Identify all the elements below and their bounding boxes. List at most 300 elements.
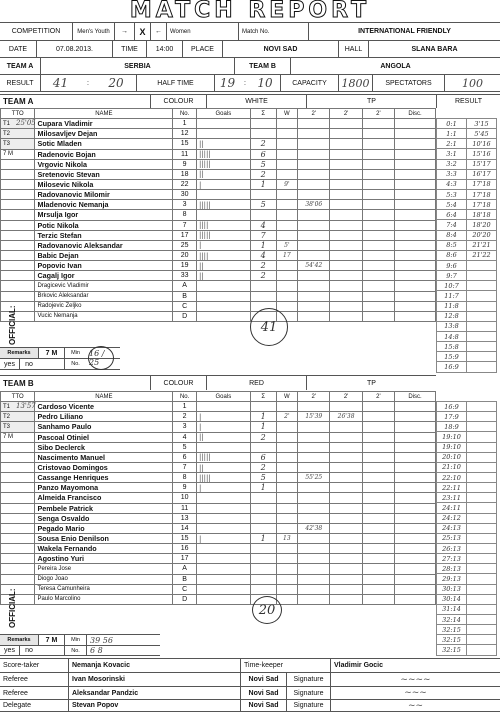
player-suspension-2 [330,179,362,189]
player-name: Milosavljev Dejan [35,129,173,139]
referee2-signature: ~~~ [330,687,500,699]
tto-cell: 7 M [1,432,35,442]
player-number: 13 [173,513,197,523]
running-score: 13:8 [437,321,467,331]
player-disqualification [395,422,436,432]
tto-cell: 7 M [1,149,35,159]
running-score: 24:12 [437,513,467,523]
player-goals-total [250,523,276,533]
tto-cell [1,503,35,513]
result-row [437,220,497,230]
official-warning [276,281,298,291]
player-goals-tally: |||| [196,220,250,230]
player-suspension-3 [362,261,394,271]
player-name: Radovanovic Milomir [35,190,173,200]
running-score: 0:1 [437,119,467,129]
column-header: Disc. [395,109,436,119]
running-score: 23:11 [437,493,467,503]
table-row [1,523,436,533]
player-suspension-1 [298,402,330,412]
running-score-time [467,574,497,584]
team-b-tp-label: TP [306,376,436,390]
player-suspension-1 [298,230,330,240]
running-score-time: 21'21 [467,240,497,250]
running-score: 9:7 [437,271,467,281]
running-score: 5:3 [437,189,467,199]
player-goals-tally [196,493,250,503]
player-warning [276,190,298,200]
running-score-time: 3'15 [467,119,497,129]
player-disqualification [395,533,436,543]
player-warning: 9' [276,179,298,189]
player-goals-total: 5 [250,159,276,169]
referee1-signature-label: Signature [286,673,330,686]
player-name: Pegado Mario [35,523,173,533]
player-warning [276,119,298,129]
running-score-time: 17'18 [467,189,497,199]
player-disqualification [395,442,436,452]
running-score: 11:7 [437,291,467,301]
player-suspension-3 [362,422,394,432]
referee1-row [0,672,500,686]
arrow-left-icon: ← [150,23,166,40]
column-header: NAME [35,109,173,119]
running-score: 8:5 [437,240,467,250]
player-goals-tally: | [196,412,250,422]
running-score-time: 20'20 [467,230,497,240]
result-row [437,635,497,645]
player-suspension-2 [330,149,362,159]
result-row [437,240,497,250]
player-disqualification [395,169,436,179]
result-row [437,271,497,281]
player-suspension-3 [362,503,394,513]
player-warning [276,129,298,139]
player-suspension-1 [298,442,330,452]
team-a-label: TEAM A [3,97,34,106]
running-score-time: 18'18 [467,210,497,220]
player-name: Popovic Ivan [35,261,173,271]
tto-cell [1,554,35,564]
player-goals-tally: || [196,139,250,149]
player-suspension-2 [330,432,362,442]
team-b-no[interactable]: no [19,646,38,655]
official-name: Paulo Marcolino [35,594,173,604]
team-b-colour-label: COLOUR [150,376,206,390]
player-disqualification [395,119,436,129]
running-score-time [467,614,497,624]
table-row [1,220,436,230]
player-suspension-3 [362,200,394,210]
result-row [437,210,497,220]
referee2-value: Aleksandar Pandzic [68,687,240,699]
player-suspension-1 [298,139,330,149]
tto-cell [1,594,35,604]
player-goals-tally [196,503,250,513]
official-disqualification [395,311,436,321]
player-goals-tally: | [196,483,250,493]
player-suspension-3 [362,190,394,200]
running-score: 17:9 [437,412,467,422]
running-score-time [467,533,497,543]
result-row [437,362,497,372]
table-row [1,169,436,179]
player-suspension-3 [362,220,394,230]
result-row [437,604,497,614]
team-a-colour-value: WHITE [206,95,306,108]
tto-cell [1,483,35,493]
player-goals-tally [196,129,250,139]
player-suspension-3 [362,179,394,189]
table-row [1,210,436,220]
table-row [1,412,436,422]
result-row [437,230,497,240]
running-score-time: 21'22 [467,250,497,260]
table-row [1,261,436,271]
player-suspension-3 [362,169,394,179]
running-score-time [467,442,497,452]
player-suspension-1 [298,159,330,169]
team-b-label: TEAM B [3,378,34,388]
player-goals-total [250,190,276,200]
player-suspension-2 [330,200,362,210]
player-disqualification [395,513,436,523]
official-disqualification [395,564,436,574]
player-goals-total [250,544,276,554]
player-number: 3 [173,422,197,432]
player-warning [276,483,298,493]
player-goals-tally [196,513,250,523]
table-row [1,402,436,412]
running-score-time: 17'18 [467,179,497,189]
team-b-value: ANGOLA [290,58,500,74]
tto-cell [1,452,35,462]
player-suspension-2 [330,493,362,503]
player-suspension-1 [298,210,330,220]
player-warning [276,493,298,503]
tto-cell [1,564,35,574]
player-suspension-2 [330,190,362,200]
team-a-no-label: No. [64,359,86,369]
player-number: 11 [173,503,197,513]
player-warning [276,513,298,523]
tto-cell [1,544,35,554]
team-b-min-values: 39 56 [86,635,160,645]
player-name: Potic Nikola [35,220,173,230]
referee2-label: Referee [3,689,28,697]
player-suspension-1 [298,503,330,513]
player-disqualification [395,412,436,422]
player-goals-tally: || [196,169,250,179]
table-row [1,493,436,503]
player-suspension-1 [298,149,330,159]
player-suspension-1 [298,432,330,442]
running-score: 18:9 [437,422,467,432]
official-goals [196,311,250,321]
player-goals-total: 4 [250,220,276,230]
team-b-total-circle: 20 [252,596,282,624]
player-suspension-1 [298,190,330,200]
player-suspension-3 [362,271,394,281]
result-row [437,472,497,482]
score-taker-value: Nemanja Kovacic [68,659,240,672]
player-goals-tally [196,544,250,554]
running-score: 32:14 [437,614,467,624]
running-score: 19:10 [437,442,467,452]
running-score: 32:15 [437,625,467,635]
official-letter: B [173,291,197,301]
player-suspension-1 [298,169,330,179]
player-goals-total: 7 [250,230,276,240]
result-row [437,281,497,291]
referee1-value: Ivan Mosorinski [68,673,240,686]
player-suspension-1 [298,422,330,432]
official-disqualification [395,291,436,301]
official-suspension-1 [298,584,330,594]
official-suspension-2 [330,301,362,311]
running-score: 28:13 [437,564,467,574]
competition-value: INTERNATIONAL FRIENDLY [308,23,500,40]
player-suspension-3 [362,412,394,422]
player-suspension-2 [330,139,362,149]
player-suspension-2 [330,250,362,260]
capacity-label: CAPACITY [280,75,338,91]
tto-cell [1,513,35,523]
official-suspension-2 [330,281,362,291]
result-row [437,169,497,179]
result-row [437,301,497,311]
team-b-colour-value: RED [206,376,306,390]
player-goals-tally [196,119,250,129]
player-number: 17 [173,230,197,240]
official-suspension-2 [330,594,362,604]
player-warning: 17 [276,250,298,260]
tto-cell [1,261,35,271]
player-warning [276,554,298,564]
player-goals-total [250,442,276,452]
competition-label: COMPETITION [11,28,61,35]
player-suspension-2 [330,462,362,472]
official-warning [276,301,298,311]
table-row [1,179,436,189]
running-score: 3:1 [437,149,467,159]
player-name: Nascimento Manuel [35,452,173,462]
official-suspension-3 [362,291,394,301]
result-row [0,74,500,92]
player-suspension-2 [330,230,362,240]
delegate-signature: ~~ [330,700,500,711]
player-goals-tally: || [196,271,250,281]
table-row [1,462,436,472]
running-score-time [467,594,497,604]
hall-value: SLANA BARA [368,41,500,57]
player-suspension-1 [298,513,330,523]
running-score-time [467,645,497,655]
result-row [437,402,497,412]
player-warning [276,432,298,442]
player-goals-tally: ||||| [196,200,250,210]
player-suspension-2 [330,402,362,412]
player-number: 3 [173,200,197,210]
running-score: 30:14 [437,594,467,604]
player-warning [276,544,298,554]
table-row [1,139,436,149]
column-header: Disc. [395,392,436,402]
tto-cell [1,190,35,200]
player-number: 9 [173,483,197,493]
result-row [437,129,497,139]
running-score: 15:8 [437,342,467,352]
team-b-results [436,401,497,656]
player-suspension-3 [362,452,394,462]
result-row [437,503,497,513]
official-suspension-1 [298,574,330,584]
player-suspension-3 [362,483,394,493]
official-total [250,574,276,584]
table-row [1,230,436,240]
place-label: PLACE [182,41,222,57]
player-goals-total [250,493,276,503]
player-number: 12 [173,129,197,139]
referee1-signature: ~~~~ [330,673,500,686]
player-goals-tally: | [196,240,250,250]
result-row [437,412,497,422]
tto-cell: T2 [1,412,35,422]
player-number: 11 [173,149,197,159]
running-score-time [467,271,497,281]
player-suspension-2 [330,261,362,271]
tto-cell [1,230,35,240]
official-name: Radojevic Zeljko [35,301,173,311]
result-row [437,139,497,149]
player-disqualification [395,149,436,159]
team-a-yes[interactable]: yes [4,360,15,368]
result-row [437,533,497,543]
team-b-no-values: 6 8 [86,646,160,655]
player-warning [276,159,298,169]
place-value: NOVI SAD [222,41,338,57]
player-suspension-2 [330,503,362,513]
team-a-no[interactable]: no [19,359,38,369]
player-goals-total [250,554,276,564]
team-a-section-header [0,94,500,108]
player-goals-total [250,129,276,139]
running-score: 6:4 [437,210,467,220]
player-disqualification [395,462,436,472]
team-a-header-label: TEAM A [6,62,34,70]
player-suspension-3 [362,129,394,139]
official-name: Pereira Jose [35,564,173,574]
player-goals-tally [196,402,250,412]
official-name: Vucic Nemanja [35,311,173,321]
player-warning [276,402,298,412]
player-number: 14 [173,523,197,533]
player-warning [276,462,298,472]
player-name: Sibo Declerck [35,442,173,452]
official-disqualification [395,584,436,594]
player-name: Pedro Liliano [35,412,173,422]
team-b-yes[interactable]: yes [4,647,15,654]
player-number: 25 [173,240,197,250]
tto-cell: T3 [1,422,35,432]
player-goals-total: 6 [250,452,276,462]
player-warning [276,473,298,483]
result-row [437,342,497,352]
player-number: 22 [173,179,197,189]
result-row [437,119,497,129]
date-value: 07.08.2013. [36,41,112,57]
table-row [1,422,436,432]
running-score: 26:13 [437,543,467,553]
column-header: 2' [298,109,330,119]
player-number: 15 [173,139,197,149]
player-goals-total: 2 [250,139,276,149]
player-name: Cagalj Igor [35,271,173,281]
delegate-city: Novi Sad [240,700,286,711]
player-disqualification [395,129,436,139]
team-a-remarks-circle: 16 / 25 [88,346,114,370]
player-suspension-3 [362,159,394,169]
player-warning [276,261,298,271]
player-warning [276,230,298,240]
running-score-time: 18'20 [467,220,497,230]
team-a-results [436,118,497,373]
running-score-time [467,301,497,311]
official-total [250,584,276,594]
table-row [1,574,436,584]
tto-cell: T3 [1,139,35,149]
player-suspension-1 [298,220,330,230]
table-row [1,311,436,321]
player-number: 19 [173,261,197,271]
player-suspension-2 [330,442,362,452]
player-goals-total: 1 [250,533,276,543]
team-a-tp-label: TP [306,95,436,108]
team-b-header-label: TEAM B [234,58,290,74]
player-name: Vrgovic Nikola [35,159,173,169]
official-suspension-3 [362,594,394,604]
tto-cell [1,271,35,281]
result-label: RESULT [6,79,34,87]
tto-cell [1,462,35,472]
table-row [1,432,436,442]
tto-cell [1,574,35,584]
player-suspension-1: 15'39 [298,412,330,422]
running-score: 5:4 [437,200,467,210]
mens-youth-checkbox[interactable]: X [134,23,150,40]
tto-cell [1,442,35,452]
player-suspension-2 [330,533,362,543]
result-row [437,462,497,472]
time-value: 14:00 [146,41,182,57]
player-disqualification [395,473,436,483]
player-goals-total: 1 [250,240,276,250]
table-row [1,250,436,260]
player-disqualification [395,159,436,169]
result-row [437,159,497,169]
column-header: Goals [196,109,250,119]
player-name: Sousa Enio Denilson [35,533,173,543]
player-number: 1 [173,402,197,412]
result-row [437,493,497,503]
table-row [1,281,436,291]
player-suspension-3 [362,442,394,452]
player-goals-tally [196,210,250,220]
result-row [437,321,497,331]
column-header: No. [173,392,197,402]
player-goals-tally: || [196,261,250,271]
running-score-time [467,352,497,362]
